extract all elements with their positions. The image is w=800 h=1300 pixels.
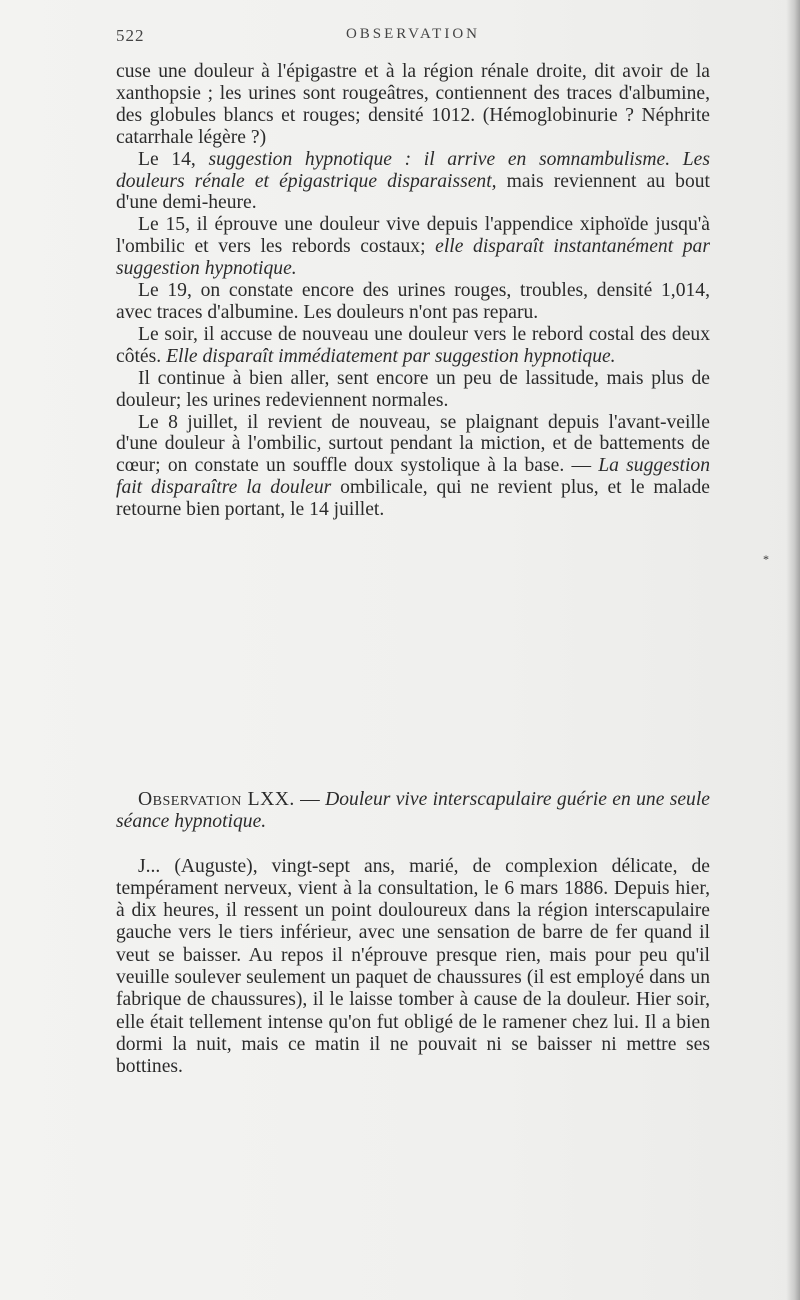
running-header: [116, 26, 710, 52]
text-run: Le 8 juillet, il revient de nouveau, se plaignant depuis l'avant-veille d'une douleur à l'ombilic, surtout pendant la miction, et de battements de cœur; on constate un souffle doux systolique à la base. —: [116, 411, 710, 477]
text-run: Le 19, on constate encore des urines rouges, troubles, densité 1,014, avec traces d'albumine. Les douleurs n'ont pas reparu.: [116, 280, 710, 323]
italic-text: Elle disparaît immédiatement par suggestion hypnotique.: [166, 345, 616, 367]
text-run: Le soir, il accuse de nouveau une douleur vers le rebord costal des deux côtés.: [116, 323, 710, 367]
body-paragraph: [116, 368, 710, 412]
text-run: Le 14,: [138, 148, 209, 170]
page-edge-shadow: [786, 0, 800, 1300]
italic-text: La suggestion fait disparaître la douleur: [116, 455, 710, 499]
italic-text: suggestion hypnotique : il arrive en somnambulisme. Les douleurs rénale et épigastrique disparaissent,: [116, 148, 710, 192]
observation-dash: —: [294, 789, 326, 810]
observation-section: [116, 789, 710, 1079]
body-paragraph: [116, 324, 710, 368]
body-paragraph: [116, 280, 710, 324]
text-run: Il continue à bien aller, sent encore un peu de lassitude, mais plus de douleur; les urines redeviennent normales.: [116, 367, 710, 411]
text-run: ombilicale, qui ne revient plus, et le malade retourne bien portant, le 14 juillet.: [116, 477, 710, 521]
body-paragraph: [116, 412, 710, 522]
running-title: OBSERVATION: [345, 26, 481, 42]
observation-title: Douleur vive interscapulaire guérie en une seule séance hypnotique.: [116, 789, 710, 833]
body-text: [116, 61, 710, 521]
body-paragraph: [116, 214, 710, 280]
body-paragraph: [116, 149, 710, 215]
text-run: Le 15, il éprouve une douleur vive depuis l'appendice xiphoïde jusqu'à l'ombilic et vers les rebords costaux;: [116, 214, 710, 258]
italic-text: elle disparaît instantanément par suggestion hypnotique.: [116, 236, 710, 280]
margin-mark: *: [763, 552, 769, 566]
page-number: 522: [116, 26, 145, 45]
observation-heading: [116, 789, 710, 834]
text-run: cuse une douleur à l'épigastre et à la région rénale droite, dit avoir de la xanthopsie ; les urines sont rougeâtres, contiennent des traces d'albumine, des globules blancs et rouges; densité 1012. (Hémoglobinurie ? Néphrite catarrhale légère ?): [116, 61, 710, 148]
text-run: mais reviennent au bout d'une demi-heure.: [116, 170, 710, 214]
observation-label: Observation LXX.: [138, 789, 295, 810]
body-paragraph: [116, 61, 710, 149]
case-paragraph: J... (Auguste), vingt-sept ans, marié, de complexion délicate, de tempérament nerveux, vient à la consultation, le 6 mars 1886. Depuis hier, à dix heures, il ressent un point douloureux dans la région interscapulaire gauche vers le tiers inférieur, avec une sensation de barre de fer quand il veut se baisser. Au repos il n'éprouve presque rien, mais pour peu qu'il veuille soulever seulement un paquet de chaussures (il est employé dans un fabrique de chaussures), il le laisse tomber à cause de la douleur. Hier soir, elle était tellement intense qu'on fut obligé de le ramener chez lui. Il a bien dormi la nuit, mais ce matin il ne pouvait ni se baisser ni mettre ses bottines.: [116, 855, 710, 1078]
